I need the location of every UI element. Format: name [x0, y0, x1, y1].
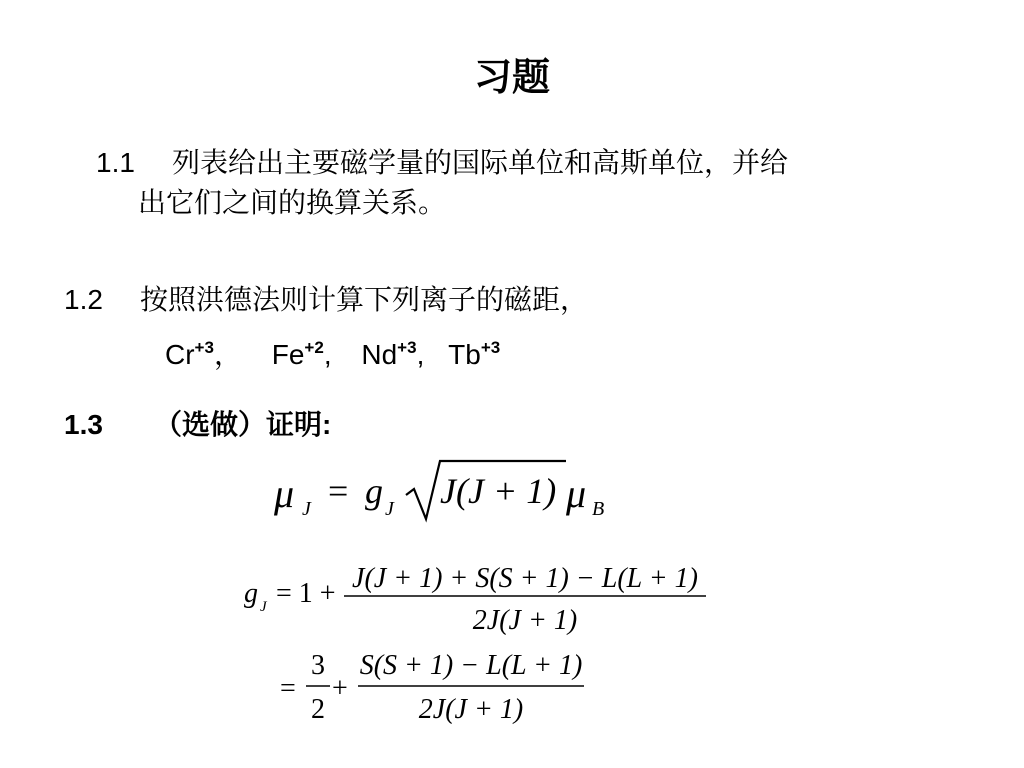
denominator: 2J(J + 1): [418, 694, 524, 725]
numerator: S(S + 1) − L(L + 1): [359, 650, 583, 681]
mu-symbol: μ: [274, 471, 295, 516]
ion-list: [165, 328, 500, 375]
equals-sign: =: [280, 673, 296, 704]
lhs-rest: = 1 +: [276, 578, 336, 609]
subscript-j: J: [260, 599, 267, 615]
radicand: J(J + 1): [440, 471, 557, 511]
problem-text: （选做）证明:: [154, 409, 332, 440]
equals-sign: =: [328, 471, 349, 511]
mu-symbol: μ: [566, 471, 587, 516]
fraction-denominator: 2: [311, 694, 325, 725]
equation-lande-g-simplified: [270, 645, 600, 730]
subscript-j: J: [302, 498, 311, 520]
problem-1-2: [64, 280, 964, 320]
g-symbol: g: [365, 471, 383, 511]
ion-cr: $Cr^{+3}$，: [165, 338, 242, 370]
problem-text-line1: 列表给出主要磁学量的国际单位和高斯单位，并给: [172, 147, 789, 178]
problem-text-line2: 出它们之间的换算关系。: [138, 187, 447, 218]
problem-1-3: [64, 405, 331, 445]
problem-number: 1.3: [64, 409, 103, 440]
subscript-j: J: [385, 498, 394, 520]
slide-title: 习题: [473, 55, 550, 99]
problem-number: 1.2: [64, 284, 103, 315]
ion-tb: $Tb^{+3}$: [448, 338, 501, 370]
subscript-b: B: [592, 498, 605, 520]
numerator: J(J + 1) + S(S + 1) − L(L + 1): [352, 563, 698, 594]
ion-nd: $Nd^{+3}$,: [361, 338, 425, 370]
problem-text: 按照洪德法则计算下列离子的磁距，: [140, 284, 589, 315]
problem-1-1: [96, 143, 926, 223]
equation-lande-g: [240, 555, 720, 640]
plus-sign: +: [332, 673, 348, 704]
denominator: 2J(J + 1): [472, 605, 578, 636]
ion-fe: $Fe^{+2}$,: [271, 338, 332, 370]
g-symbol: g: [244, 578, 258, 609]
equation-magnetic-moment: [270, 455, 630, 525]
fraction-numerator: 3: [311, 650, 325, 681]
problem-number: 1.1: [96, 147, 135, 178]
